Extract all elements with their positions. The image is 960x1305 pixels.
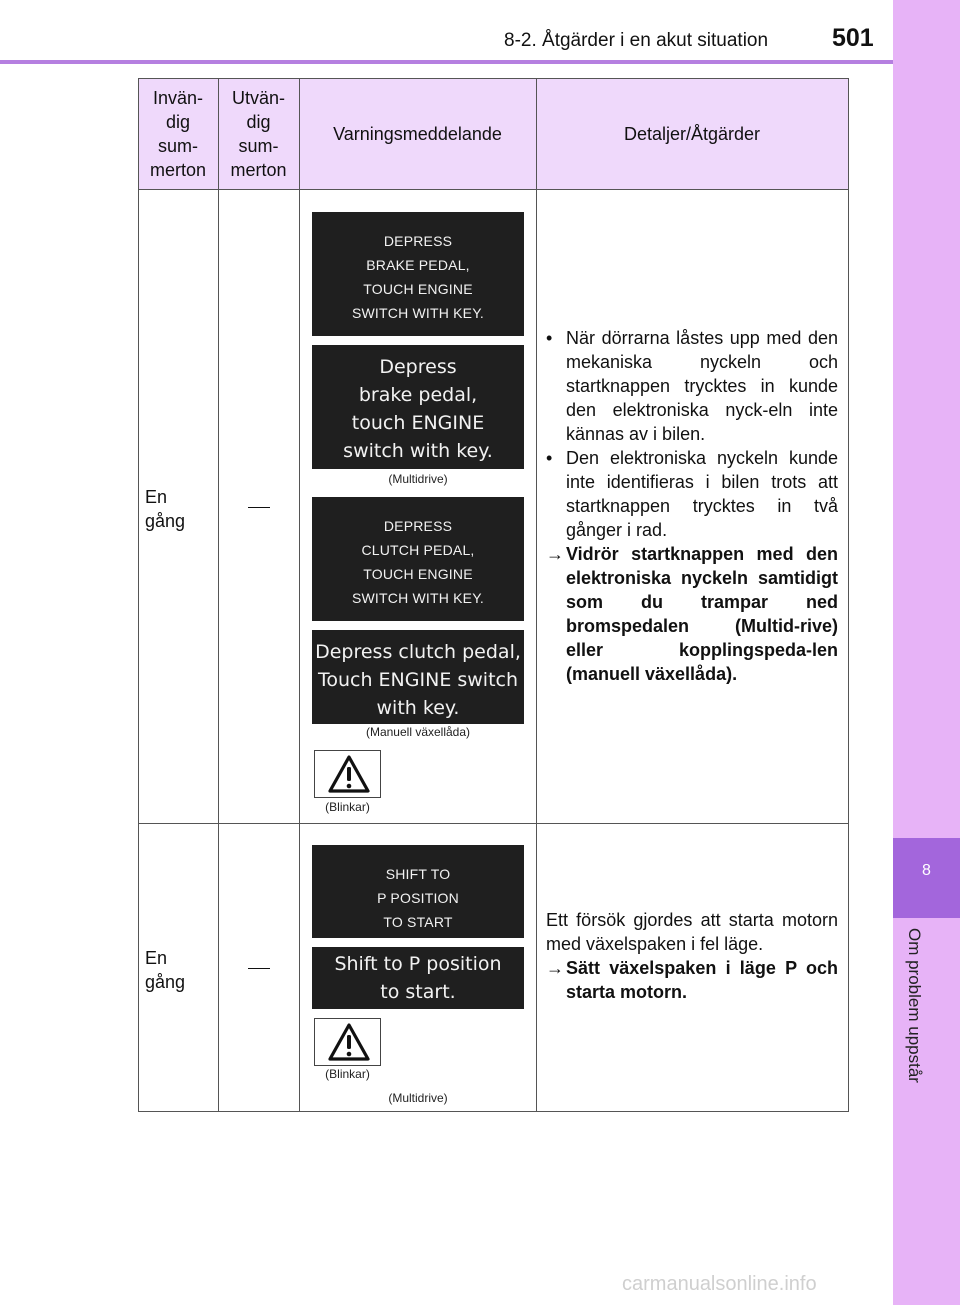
bullet-marker: • [546,448,553,468]
table-row-rule [138,823,849,824]
row2-warning-indicator [314,1018,381,1066]
arrow-marker: → [546,544,564,564]
row1-interior-buzzer: En gång [145,487,186,531]
header-divider [0,60,893,64]
row2-detail-text: Ett försök gjordes att starta motorn med växelspaken i fel läge. [546,910,838,954]
row2-exterior-buzzer-dash [248,968,270,969]
row1-detail-item [546,446,838,542]
page-number: 501 [832,24,874,52]
row1-detail-action-text: Vidrör startknappen med den elektroniska nyckeln samtidigt som du trampar ned bromspedalen (Multid-rive) eller kopplingspeda-len (manuell växellåda). [566,544,838,684]
bullet-marker: • [546,328,553,348]
warning-exclamation-icon [327,754,371,794]
column-header-details: Detaljer/Åtgärder [623,124,761,144]
row1-detail-text-2: Den elektroniska nyckeln kunde inte identifieras i bilen trots att startknappen trycktes in två gånger i rad. [566,448,838,540]
row1-detail-item [546,326,838,446]
row1-detail-action [546,542,838,686]
row2-detail-action [546,956,838,1004]
row2-caption-blink: (Blinkar) [325,1067,370,1081]
chapter-number: 8 [922,862,931,879]
arrow-marker: → [546,958,564,978]
row1-display-clutch-caps: DEPRESS CLUTCH PEDAL, TOUCH ENGINE SWITCH WITH KEY. [312,497,524,621]
row1-caption-multidrive: (Multidrive) [388,472,448,486]
row1-display-brake-caps: DEPRESS BRAKE PEDAL, TOUCH ENGINE SWITCH WITH KEY. [312,212,524,336]
column-header-interior-buzzer: Invän- dig sum- merton [149,88,207,180]
row2-display-shift-caps: SHIFT TO P POSITION TO START [312,845,524,938]
row1-display-clutch-mixed: Depress clutch pedal, Touch ENGINE switch with key. [312,630,524,724]
table-border-bottom [138,1111,849,1112]
warning-exclamation-icon [327,1022,371,1062]
table-border-left [138,78,139,1112]
table-border-top [138,78,849,79]
table-col-rule-3 [536,78,537,1112]
row1-display-brake-mixed: Depress brake pedal, touch ENGINE switch with key. [312,345,524,469]
watermark: carmanualsonline.info [622,1273,817,1295]
row2-detail-action-text: Sätt växelspaken i läge P och starta motorn. [566,958,838,1002]
section-title: 8-2. Åtgärder i en akut situation [504,30,769,51]
table-col-rule-1 [218,78,219,1112]
row1-detail-text-1: När dörrarna låstes upp med den mekaniska nyckeln och startknappen trycktes in kunde den elektroniska nyck-eln inte kännas av i bilen. [566,328,838,444]
row1-caption-manual: (Manuell växellåda) [365,725,471,739]
table-header-rule [138,189,849,190]
row2-details [546,908,838,1004]
row2-caption-multidrive: (Multidrive) [388,1091,448,1105]
chapter-title: Om problem uppstår [905,928,924,1083]
table-col-rule-2 [299,78,300,1112]
table-border-right [848,78,849,1112]
row1-caption-blink: (Blinkar) [325,800,370,814]
column-header-exterior-buzzer: Utvän- dig sum- merton [230,88,287,180]
row1-details [546,326,838,686]
row2-interior-buzzer: En gång [145,948,186,992]
column-header-warning-message: Varningsmeddelande [333,124,502,144]
row2-display-shift-mixed: Shift to P position to start. [312,947,524,1009]
row1-exterior-buzzer-dash [248,507,270,508]
row1-warning-indicator [314,750,381,798]
chapter-side-tab [893,0,960,1305]
